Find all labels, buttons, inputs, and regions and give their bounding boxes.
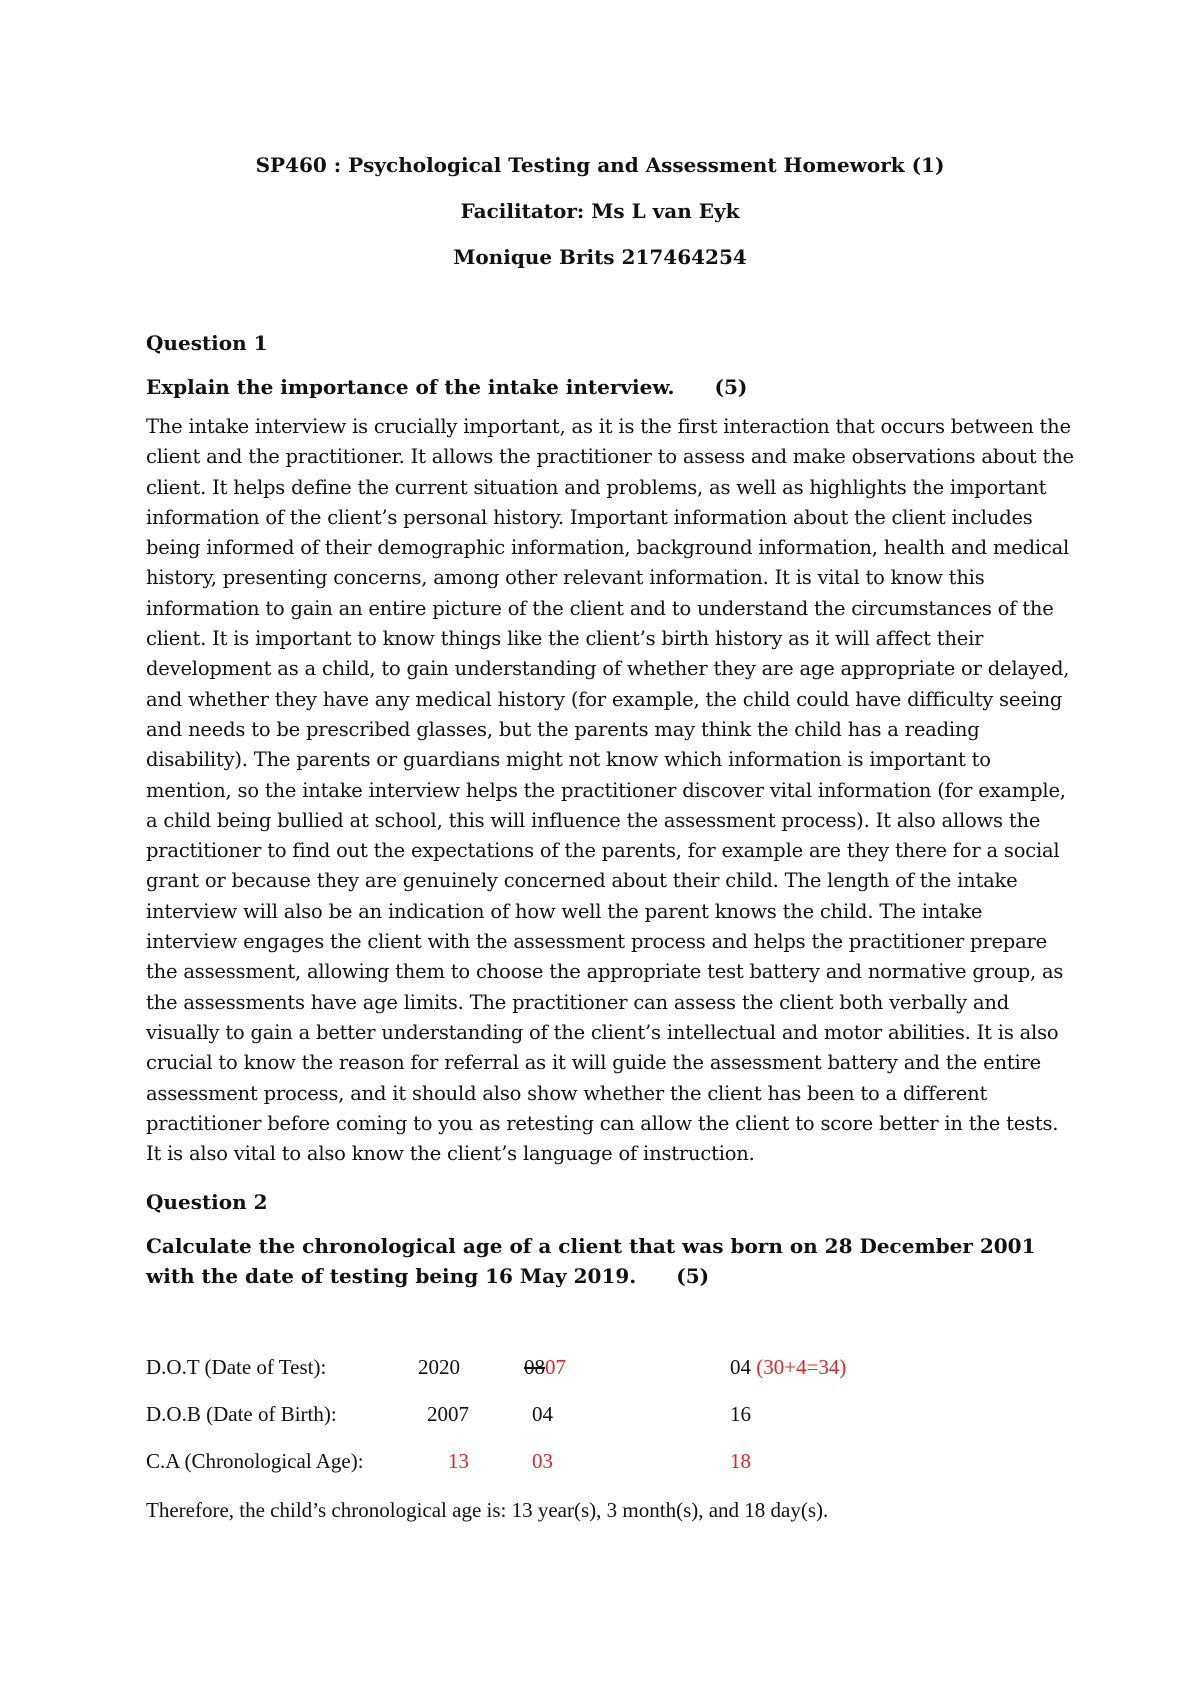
calc-day-value: 04 [730,1355,751,1380]
document-header [0,142,1200,280]
calc-label: D.O.T (Date of Test): [146,1355,327,1380]
calc-day-note: (30+4=34) [756,1355,847,1380]
calc-day: 18 [730,1449,751,1474]
question-2-title: Question 2 [146,1190,268,1215]
age-conclusion: Therefore, the child’s chronological age is: 13 year(s), 3 month(s), and 18 day(s). [146,1498,829,1523]
question-2-prompt-text: Calculate the chronological age of a client that was born on 28 December 2001 with the date of testing being 16 May 2019. [146,1234,1036,1289]
calc-row-date-of-birth [146,1402,1076,1449]
calc-row-date-of-test [146,1355,1076,1402]
question-1-prompt-text: Explain the importance of the intake interview. [146,375,675,399]
calc-day [730,1355,846,1380]
facilitator-line: Facilitator: Ms L van Eyk [460,199,740,223]
question-1-prompt [146,372,1076,402]
calc-day: 16 [730,1402,751,1427]
calc-year: 2020 [418,1355,460,1380]
calc-month: 03 [532,1449,553,1474]
calc-month-struck: 08 [524,1355,545,1380]
calc-year: 2007 [427,1402,469,1427]
calc-label: D.O.B (Date of Birth): [146,1402,337,1427]
student-line: Monique Brits 217464254 [453,245,747,269]
calc-label: C.A (Chronological Age): [146,1449,364,1474]
question-1 [146,328,1076,1169]
calc-month [524,1355,566,1380]
age-calculation [146,1355,1076,1496]
calc-month: 04 [532,1402,553,1427]
document-content [146,328,1076,1544]
calc-month-corrected: 07 [545,1355,566,1380]
question-1-marks: (5) [714,375,748,399]
calc-year: 13 [448,1449,469,1474]
question-1-title: Question 1 [146,331,268,355]
question-1-answer: The intake interview is crucially important, as it is the first interaction that occurs between the client and the practitioner. It allows the practitioner to assess and make observations about the client. It helps define the current situation and problems, as well as highlights the important information of the client’s personal history. Important information about the client includes being informed of their demographic information, background information, health and medical history, presenting concerns, among other relevant information. It is vital to know this information to gain an entire picture of the client and to understand the circumstances of the client. It is important to know things like the client’s birth history as it will affect their development as a child, to gain understanding of whether they are age appropriate or delayed, and whether they have any medical history (for example, the child could have difficulty seeing and needs to be prescribed glasses, but the parents may think the child has a reading disability). The parents or guardians might not know which information is important to mention, so the intake interview helps the practitioner discover vital information (for example, a child being bullied at school, this will influence the assessment process). It also allows the practitioner to find out the expectations of the parents, for example are they there for a social grant or because they are genuinely concerned about their child. The length of the intake interview will also be an indication of how well the parent knows the child. The intake interview engages the client with the assessment process and helps the practitioner prepare the assessment, allowing them to choose the appropriate test battery and normative group, as the assessments have age limits. The practitioner can assess the client both verbally and visually to gain a better understanding of the client’s intellectual and motor abilities. It is also crucial to know the reason for referral as it will guide the assessment battery and the entire assessment process, and it should also show whether the client has been to a different practitioner before coming to you as retesting can allow the client to score better in the tests. It is also vital to also know the client’s language of instruction. [146,415,1074,1166]
calc-row-chronological-age [146,1449,1076,1496]
course-title: SP460 : Psychological Testing and Assessment Homework (1) [255,153,945,177]
question-2-prompt [146,1231,1076,1291]
question-2 [146,1187,1076,1523]
question-2-marks: (5) [676,1264,710,1289]
